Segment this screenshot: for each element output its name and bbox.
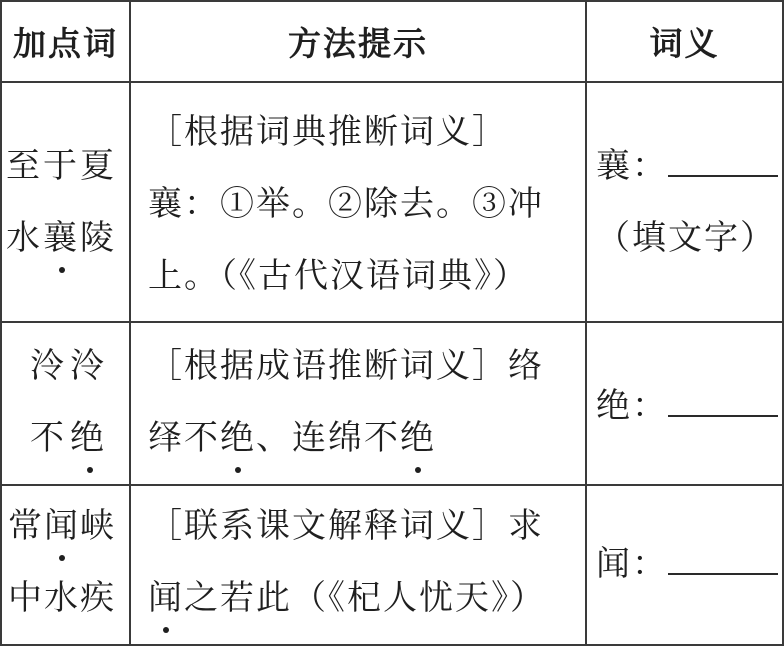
row3-meaning-label: 闻： xyxy=(596,544,668,584)
row2-meaning-label: 绝： xyxy=(596,386,668,426)
row2-hint-line1: ［根据成语推断词义］络 xyxy=(148,346,544,386)
row2-word-line2 xyxy=(30,402,128,474)
row3-word-line1 xyxy=(8,490,128,562)
row2-hint-text-a: 绎不 xyxy=(148,418,220,458)
row3-hint-dotted: 闻 xyxy=(148,562,184,634)
row2-hint-dotted-1: 绝 xyxy=(220,402,256,474)
row3-hint-text: 之若此（《杞人忧天》） xyxy=(184,578,546,618)
row3-answer-blank[interactable] xyxy=(668,541,778,575)
row1-word-line2 xyxy=(6,202,128,274)
row1-hint-line1: ［根据词典推断词义］ xyxy=(148,112,508,152)
row1-word-text-end: 陵 xyxy=(80,218,117,258)
row2-meaning-line xyxy=(596,370,778,442)
row2-word-line1: 泠泠 xyxy=(30,346,110,386)
row1-meaning-label: 襄： xyxy=(596,146,668,186)
row2-word-cell xyxy=(30,330,128,474)
row1-hint-cell xyxy=(148,96,580,312)
header-meaning: 词义 xyxy=(649,23,720,63)
row3-meaning-cell xyxy=(596,528,778,600)
row2-hint-text-b: 、连绵不 xyxy=(256,418,400,458)
row3-word-line2: 中水疾 xyxy=(8,578,116,618)
row3-dotted-word: 闻 xyxy=(44,490,80,562)
row1-meaning-line xyxy=(596,130,778,202)
row1-meaning-note: （填文字） xyxy=(596,218,776,258)
row3-word-text-end: 峡 xyxy=(80,506,116,546)
row1-answer-blank[interactable] xyxy=(668,143,778,177)
row3-hint-cell xyxy=(148,490,580,634)
row3-meaning-line xyxy=(596,528,778,600)
table-border-left xyxy=(0,0,2,646)
header-method: 方法提示 xyxy=(288,23,428,63)
row2-meaning-cell xyxy=(596,370,778,442)
row2-hint-cell xyxy=(148,330,580,474)
row1-word-cell xyxy=(6,130,128,274)
row-divider-1 xyxy=(0,321,784,323)
row-divider-2 xyxy=(0,484,784,486)
row3-word-text: 常 xyxy=(8,506,44,546)
row3-hint-line2 xyxy=(148,562,580,634)
column-divider-1 xyxy=(129,0,131,646)
row3-word-cell xyxy=(8,490,128,634)
row1-word-line1: 至于夏 xyxy=(6,146,117,186)
row2-answer-blank[interactable] xyxy=(668,383,778,417)
row2-dotted-word: 绝 xyxy=(70,402,110,474)
row1-hint-line3: 上。（《古代汉语词典》） xyxy=(148,256,529,296)
row2-hint-dotted-2: 绝 xyxy=(400,402,436,474)
row1-dotted-word: 襄 xyxy=(43,202,80,274)
column-divider-2 xyxy=(585,0,587,646)
row3-hint-line1: ［联系课文解释词义］求 xyxy=(148,506,544,546)
row1-hint-line2: 襄：①举。②除去。③冲 xyxy=(148,184,544,224)
row2-hint-line2 xyxy=(148,402,580,474)
row1-meaning-cell xyxy=(596,130,778,274)
row2-word-text: 不 xyxy=(30,418,70,458)
row1-word-text: 水 xyxy=(6,218,43,258)
table-border-bottom xyxy=(0,644,784,646)
header-word: 加点词 xyxy=(13,23,118,63)
